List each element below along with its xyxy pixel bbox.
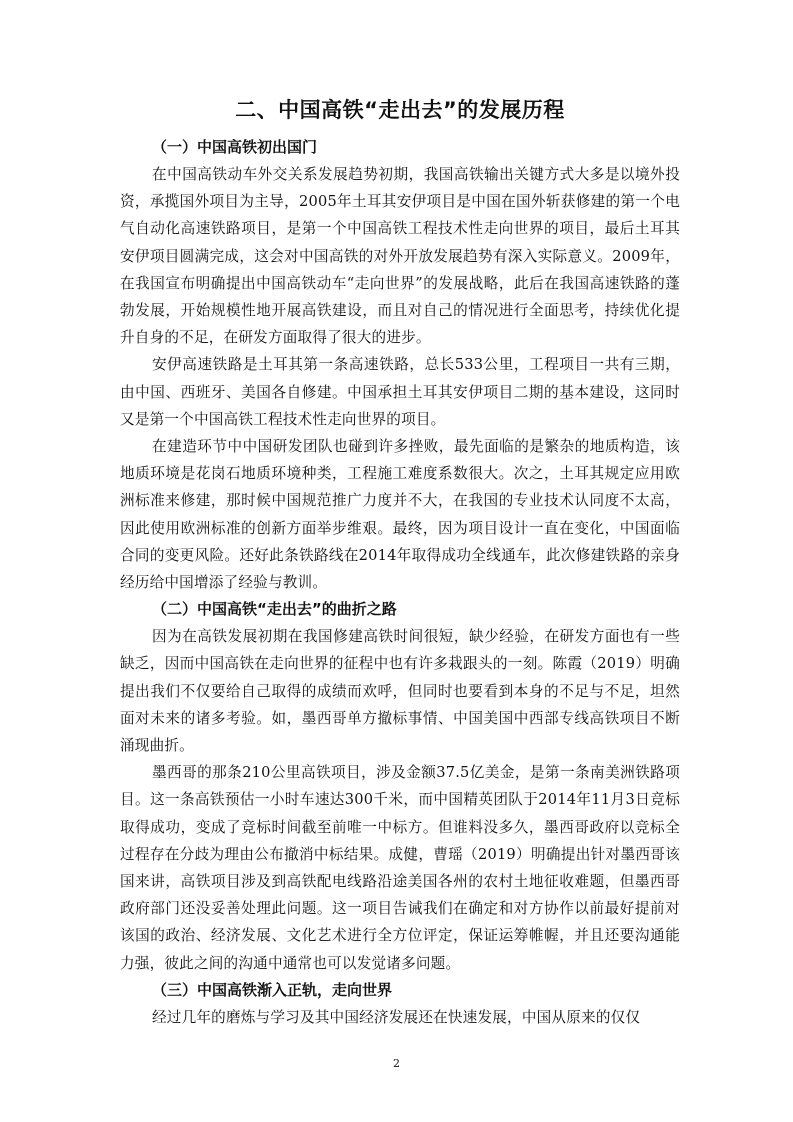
paragraph: 因为在高铁发展初期在我国修建高铁时间很短，缺少经验，在研发方面也有一些缺乏，因而中国高铁在走向世界的征程中也有许多栽跟头的一刻。陈霞（2019）明确提出我们不仅要给自己取得的成绩而欢呼，但同时也要看到本身的不足与不足，坦然面对未来的诸多考验。如，墨西哥单方撤标事情、中国美国中西部专线高铁项目不断涌现曲折。 [120,628,680,755]
page-title: 二、中国高铁“走出去”的发展历程 [235,98,565,122]
paragraph: 在建造环节中中国研发团队也碰到许多挫败，最先面临的是繁杂的地质构造，该地质环境是花岗石地质环境种类，工程施工难度系数很大。次之，土耳其规定应用欧洲标准来修建，那时候中国规范推广力度并不大，在我国的专业技术认同度不太高，因此使用欧洲标准的创新方面举步维艰。最终，因为项目设计一直在变化，中国面临合同的变更风险。还好此条铁路线在2014年取得成功全线通车，此次修建铁路的亲身经历给中国增添了经验与教训。 [120,438,680,592]
paragraph: 安伊高速铁路是土耳其第一条高速铁路，总长533公里，工程项目一共有三期，由中国、西班牙、美国各自修建。中国承担土耳其安伊项目二期的基本建设，这同时又是第一个中国高铁工程技术性走向世界的项目。 [120,356,680,428]
section-3 [120,977,680,1031]
paragraph: 墨西哥的那条210公里高铁项目，涉及金额37.5亿美金，是第一条南美洲铁路项目。这一条高铁预估一小时车速达300千米，而中国精英团队于2014年11月3日竞标取得成功，变成了竞标时间截至前唯一中标方。但谁料没多久，墨西哥政府以竞标全过程存在分歧为理由公布撤消中标结果。成健，曹瑶（2019）明确提出针对墨西哥该国来讲，高铁项目涉及到高铁配电线路沿途美国各州的农村土地征收难题，但墨西哥政府部门还没妥善处理此问题。这一项目告诫我们在确定和对方协作以前最好提前对该国的政治、经济发展、文化艺术进行全方位评定，保证运筹帷幄，并且还要沟通能力强，彼此之间的沟通中通常也可以发觉诸多问题。 [120,764,680,972]
page-number: 2 [393,1057,400,1070]
section-heading: （二）中国高铁“走出去”的曲折之路 [152,600,397,619]
section-1 [120,134,680,596]
paragraph: 经过几年的磨炼与学习及其中国经济发展还在快速发展，中国从原来的仅仅 [152,1008,641,1026]
section-heading: （一）中国高铁初出国门 [152,138,318,156]
section-2 [120,596,680,977]
page-content [120,96,680,1031]
section-heading: （三）中国高铁渐入正轨，走向世界 [152,980,393,999]
paragraph: 在中国高铁动车外交关系发展趋势初期，我国高铁输出关键方式大多是以境外投资，承揽国外项目为主导，2005年土耳其安伊项目是中国在国外斩获修建的第一个电气自动化高速铁路项目，是第一个中国高铁工程技术性走向世界的项目，最后土耳其安伊项目圆满完成，这会对中国高铁的对外开放发展趋势有深入实际意义。2009年，在我国宣布明确提出中国高铁动车“走向世界”的发展战略，此后在我国高速铁路的蓬勃发展，开始规模性地开展高铁建设，而且对自己的情况进行全面思考，持续优化提升自身的不足，在研发方面取得了很大的进步。 [120,166,680,347]
